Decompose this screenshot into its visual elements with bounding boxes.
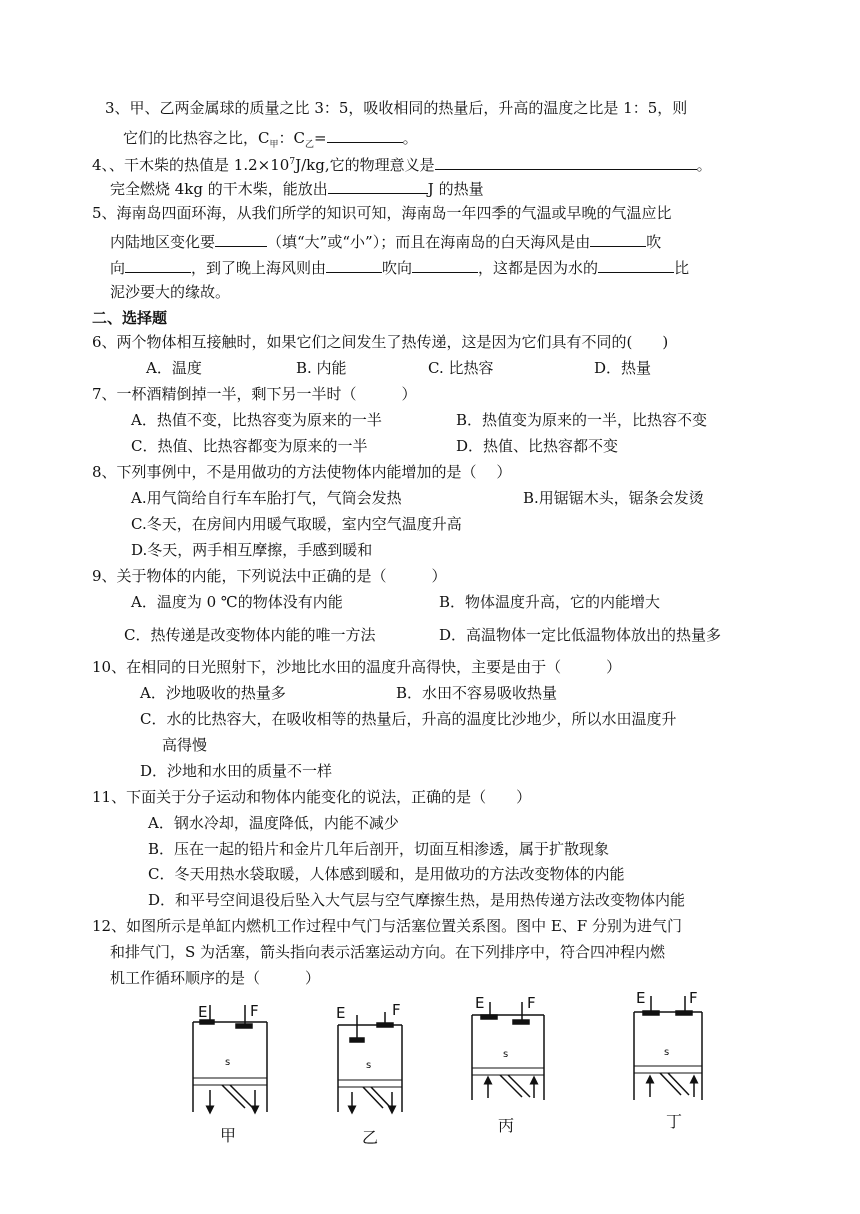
q8-option-a[interactable]: A.用气筒给自行车车胎打气，气筒会发热 — [131, 489, 402, 507]
q12-line3: 机工作循环顺序的是（ ） — [110, 969, 321, 987]
q9-option-c[interactable]: C．热传递是改变物体内能的唯一方法 — [124, 626, 376, 644]
q12-line1: 12、如图所示是单缸内燃机工作过程中气门与活塞位置关系图。图中 E、F 分别为进气门 — [92, 917, 682, 935]
q7-option-b[interactable]: B．热值变为原来的一半，比热容不变 — [456, 411, 708, 429]
yi-label-f: F — [392, 1001, 401, 1019]
q5-text-b: （填“大”或“小”）；而且在海南岛的白天海风是由 — [267, 233, 591, 251]
q3-text-d: 。 — [402, 129, 418, 147]
q10-option-b[interactable]: B．水田不容易吸收热量 — [396, 684, 558, 702]
q9-option-a[interactable]: A．温度为 0 ℃的物体没有内能 — [131, 593, 343, 611]
q8-option-b[interactable]: B.用锯锯木头，锯条会发烫 — [523, 489, 704, 507]
q6-option-a[interactable]: A．温度 — [146, 359, 202, 377]
q5-text-g: ，这都是因为水的 — [478, 259, 599, 277]
bing-caption: 丙 — [498, 1116, 515, 1135]
q3-sub-jia: 甲 — [269, 140, 279, 150]
bing-label-e: E — [475, 994, 485, 1012]
ding-label-e: E — [636, 989, 646, 1007]
q11-option-b[interactable]: B．压在一起的铅片和金片几年后剖开，切面互相渗透，属于扩散现象 — [148, 840, 610, 858]
q5-text-e: ，到了晚上海风则由 — [191, 259, 327, 277]
jia-caption: 甲 — [220, 1126, 237, 1145]
q3-text-a: 它们的比热容之比，C — [123, 129, 270, 147]
jia-label-e: E — [198, 1003, 208, 1021]
q5-text-a: 内陆地区变化要 — [110, 233, 216, 251]
q10-option-d[interactable]: D．沙地和水田的质量不一样 — [140, 762, 333, 780]
q5-text-d: 向 — [110, 259, 126, 277]
yi-label-e: E — [336, 1004, 346, 1022]
q12-line2: 和排气门，S 为活塞，箭头指向表示活塞运动方向。在下列排序中，符合四冲程内燃 — [110, 943, 666, 961]
q3-text-b: ：C — [278, 129, 305, 147]
jia-label-s: s — [225, 1057, 231, 1068]
q5-line4: 泥沙要大的缘故。 — [110, 283, 231, 301]
q3-line1: 3、甲、乙两金属球的质量之比 3：5，吸收相同的热量后，升高的温度之比是 1：5，则 — [105, 99, 688, 117]
q4-text-c: 。 — [696, 156, 712, 174]
q6-option-d[interactable]: D．热量 — [594, 359, 652, 377]
q4-text-b: J/kg,它的物理意义是 — [295, 156, 435, 174]
ding-label-s: s — [664, 1047, 670, 1058]
q7-option-c[interactable]: C．热值、比热容都变为原来的一半 — [131, 437, 368, 455]
q9-option-d[interactable]: D．高温物体一定比低温物体放出的热量多 — [439, 626, 722, 644]
q5-text-h: 比 — [674, 259, 690, 277]
q8-stem: 8、下列事例中，不是用做功的方法使物体内能增加的是（ ） — [92, 463, 512, 481]
q10-stem: 10、在相同的日光照射下，沙地比水田的温度升高得快，主要是由于（ ） — [92, 658, 622, 676]
section-heading: 二、选择题 — [92, 309, 168, 327]
q10-option-a[interactable]: A．沙地吸收的热量多 — [140, 684, 286, 702]
q7-stem: 7、一杯酒精倒掉一半，剩下另一半时（ ） — [92, 385, 417, 403]
bing-label-f: F — [527, 994, 536, 1012]
q11-option-d[interactable]: D．和平号空间退役后坠入大气层与空气摩擦生热，是用热传递方法改变物体内能 — [148, 891, 686, 909]
q5-text-f: 吹向 — [382, 259, 413, 277]
ding-label-f: F — [689, 989, 698, 1007]
jia-label-f: F — [250, 1002, 259, 1020]
q3-text-c: = — [314, 129, 327, 147]
yi-caption: 乙 — [362, 1128, 379, 1147]
q6-stem: 6、两个物体相互接触时，如果它们之间发生了热传递，这是因为它们具有不同的( ) — [92, 333, 669, 351]
q3-sub-yi: 乙 — [304, 140, 314, 150]
bing-label-s: s — [503, 1049, 509, 1060]
q8-option-c[interactable]: C.冬天，在房间内用暖气取暖，室内空气温度升高 — [131, 515, 462, 533]
q10-option-c[interactable]: C．水的比热容大，在吸收相等的热量后，升高的温度比沙地少，所以水田温度升 — [140, 710, 677, 728]
q10-option-c-cont: 高得慢 — [162, 736, 208, 754]
q7-option-d[interactable]: D．热值、比热容都不变 — [456, 437, 619, 455]
q11-stem: 11、下面关于分子运动和物体内能变化的说法，正确的是（ ） — [92, 788, 532, 806]
q8-option-d[interactable]: D.冬天，两手相互摩擦，手感到暖和 — [131, 541, 373, 559]
q5-text-c: 吹 — [646, 233, 662, 251]
yi-label-s: s — [366, 1060, 372, 1071]
q9-stem: 9、关于物体的内能，下列说法中正确的是（ ） — [92, 567, 447, 585]
ding-caption: 丁 — [666, 1112, 683, 1131]
q9-option-b[interactable]: B．物体温度升高，它的内能增大 — [439, 593, 661, 611]
q11-option-a[interactable]: A．钢水冷却，温度降低，内能不减少 — [148, 814, 399, 832]
q4-text-d: 完全燃烧 4kg 的干木柴，能放出 — [110, 180, 328, 198]
q6-option-c[interactable]: C. 比热容 — [428, 359, 494, 377]
q4-sup: 7 — [289, 157, 296, 167]
q4-text-e: J 的热量 — [427, 180, 484, 198]
q5-line1: 5、海南岛四面环海，从我们所学的知识可知，海南岛一年四季的气温或早晚的气温应比 — [92, 204, 672, 222]
q6-option-b[interactable]: B. 内能 — [296, 359, 347, 377]
q4-text-a: 4、、干木柴的热值是 1.2×10 — [92, 156, 290, 174]
q7-option-a[interactable]: A．热值不变，比热容变为原来的一半 — [131, 411, 382, 429]
q11-option-c[interactable]: C．冬天用热水袋取暖，人体感到暖和，是用做功的方法改变物体的内能 — [148, 865, 625, 883]
